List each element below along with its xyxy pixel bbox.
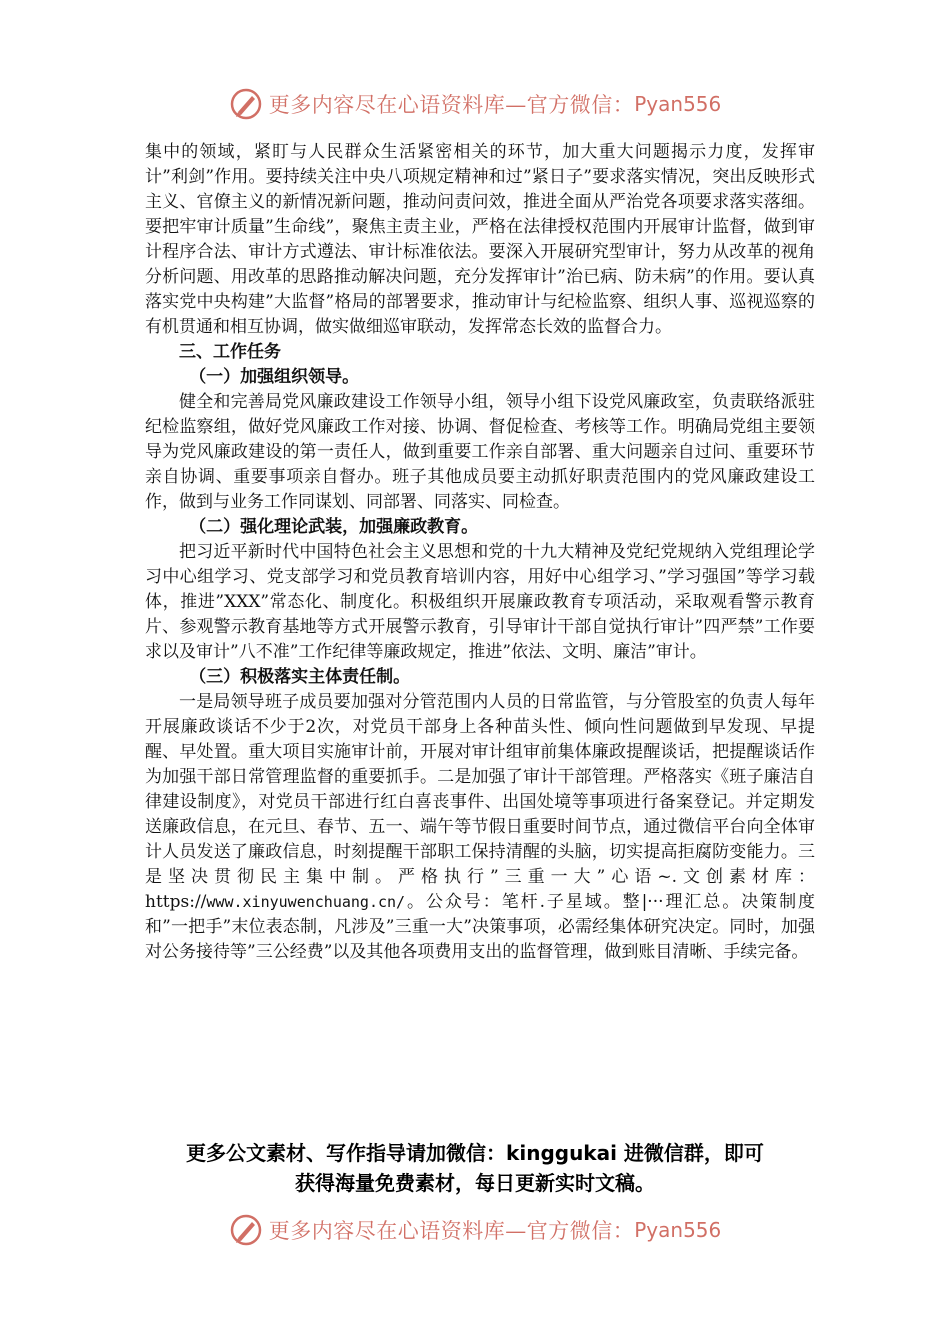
paragraph-organization: 健全和完善局党风廉政建设工作领导小组，领导小组下设党风廉政室，负责联络派驻纪检监察组，做好党风廉政工作对接、协调、督促检查、考核等工作。明确局党组主要领导为党风廉政建设的第一责任人，做到重要工作亲自部署、重大问题亲自过问、重要环节亲自协调、重要事项亲自督办。班子其他成员要主动抓好职责范围内的党风廉政建设工作，做到与业务工作同谋划、同部署、同落实、同检查。 xyxy=(145,392,815,512)
watermark-text: 更多内容尽在心语资料库—官方微信： xyxy=(268,93,635,117)
paragraph-intro: 集中的领域，紧盯与人民群众生活紧密相关的环节，加大重大问题揭示力度，发挥审计”利剑”作用。要持续关注中央八项规定精神和过”紧日子”要求落实情况，突出反映形式主义、官僚主义的新情况新问题，推动问责问效，推进全面从严治党各项要求落实落细。要把牢审计质量”生命线”，聚焦主责主业，严格在法律授权范围内开展审计监督，做到审计程序合法、审计方式遵法、审计标准依法。要深入开展研究型审计，努力从改革的视角分析问题、用改革的思路推动解决问题，充分发挥审计”治已病、防未病”的作用。要认真落实党中央构建”大监督”格局的部署要求，推动审计与纪检监察、组织人事、巡视巡察的有机贯通和相互协调，做实做细巡审联动，发挥常态长效的监督合力。 xyxy=(145,142,815,337)
document-body xyxy=(145,140,815,965)
watermark-text: 更多内容尽在心语资料库—官方微信： xyxy=(268,1219,635,1243)
top-watermark xyxy=(0,84,950,124)
paragraph-responsibility-part1: 一是局领导班子成员要加强对分管范围内人员的日常监管，与分管股室的负责人每年开展廉政谈话不少于2次，对党员干部身上各种苗头性、倾向性问题做到早发现、早提醒、早处置。重大项目实施审计前，开展对审计组审前集体廉政提醒谈话，把提醒谈话作为加强干部日常管理监督的重要抓手。二是加强了审计干部管理。严格落实《班子廉洁自律建设制度》，对党员干部进行红白喜丧事件、出国处境等事项进行备案登记。并定期发送廉政信息，在元旦、春节、五一、端午等节假日重要时间节点，通过微信平台向全体审计人员发送了廉政信息，时刻提醒干部职工保持清醒的头脑，切实提高拒腐防变能力。三是坚决贯彻民主集中制。严格执行”三重一大”心语~.文创素材库：https:// xyxy=(145,692,815,912)
subheading-responsibility: （三）积极落实主体责任制。 xyxy=(189,667,411,687)
pen-logo-icon xyxy=(229,1213,263,1247)
promo-line-1: 更多公文素材、写作指导请加微信：kinggukai 进微信群，即可 xyxy=(186,1141,764,1165)
pen-logo-icon xyxy=(229,87,263,121)
promo-notice xyxy=(100,1138,850,1198)
paragraph-responsibility xyxy=(145,690,815,965)
website-link: www.xinyuwenchuang.cn/ xyxy=(206,893,406,911)
section-heading-tasks: 三、工作任务 xyxy=(179,342,281,362)
watermark-wechat-id: Pyan556 xyxy=(634,1218,722,1242)
subheading-organization: （一）加强组织领导。 xyxy=(189,367,360,387)
subheading-education: （二）强化理论武装，加强廉政教育。 xyxy=(189,517,479,537)
paragraph-responsibility-part2: 。公众号：笔杆.子星域。整|···理汇总。决策制度和”一把手”末位表态制，凡涉及”三重一大”决策事项，必需经集体研究决定。同时，加强对公务接待等”三公经费”以及其他各项费用支出的监督管理，做到账目清晰、手续完备。 xyxy=(145,892,815,962)
watermark-wechat-id: Pyan556 xyxy=(634,92,722,116)
promo-line-2: 获得海量免费素材，每日更新实时文稿。 xyxy=(295,1171,655,1195)
paragraph-education: 把习近平新时代中国特色社会主义思想和党的十九大精神及党纪党规纳入党组理论学习中心组学习、党支部学习和党员教育培训内容，用好中心组学习、”学习强国”等学习载体，推进”XXX”常态化、制度化。积极组织开展廉政教育专项活动，采取观看警示教育片、参观警示教育基地等方式开展警示教育，引导审计干部自觉执行审计”四严禁”工作要求以及审计”八不准”工作纪律等廉政规定，推进”依法、文明、廉洁”审计。 xyxy=(145,542,815,662)
bottom-watermark xyxy=(0,1210,950,1250)
